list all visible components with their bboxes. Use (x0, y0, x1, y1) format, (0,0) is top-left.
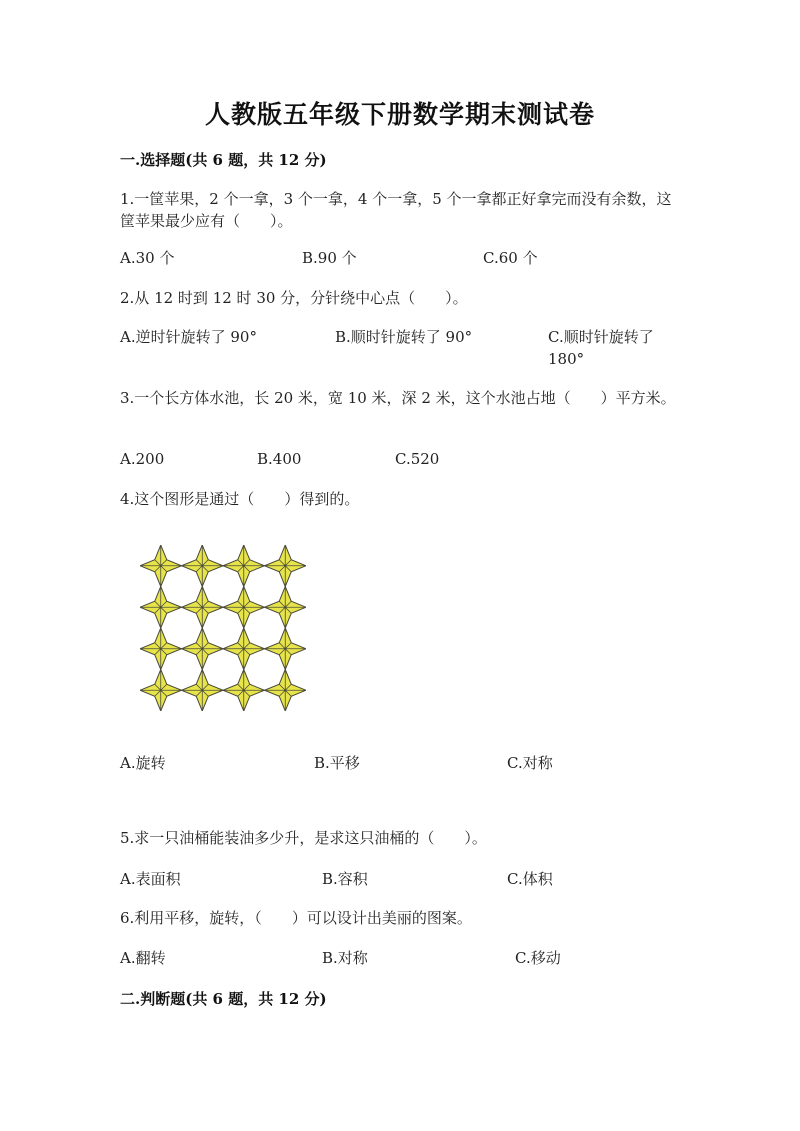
option-b[interactable]: B.顺时针旋转了 90° (335, 328, 473, 346)
question-2-options (120, 326, 680, 370)
option-c[interactable]: C.体积 (507, 870, 553, 888)
option-a[interactable]: A.翻转 (120, 949, 166, 967)
option-c[interactable]: C.60 个 (483, 249, 538, 267)
question-5-stem: 5.求一只油桶能装油多少升，是求这只油桶的（ ）。 (120, 829, 487, 847)
star-tile-fold-lines (140, 670, 182, 712)
option-a[interactable]: A.旋转 (120, 754, 166, 772)
option-b[interactable]: B.容积 (322, 870, 368, 888)
star-tile-fold-lines (265, 628, 307, 670)
star-tile-fold-lines (223, 587, 265, 629)
option-a[interactable]: A.逆时针旋转了 90° (120, 328, 257, 346)
option-b[interactable]: B.90 个 (302, 249, 357, 267)
star-tile-fold-lines (265, 587, 307, 629)
question-1-stem: 1.一筐苹果，2 个一拿，3 个一拿，4 个一拿，5 个一拿都正好拿完而没有余数，这筐苹果最少应有（ ）。 (120, 190, 672, 230)
star-tile-fold-lines (140, 587, 182, 629)
option-a[interactable]: A.30 个 (120, 249, 175, 267)
star-tile-fold-lines (223, 628, 265, 670)
star-tile-fold-lines (182, 628, 224, 670)
option-c[interactable]: C.对称 (507, 754, 553, 772)
question-4-stem: 4.这个图形是通过（ ）得到的。 (120, 490, 360, 508)
option-c[interactable]: C.移动 (515, 949, 561, 967)
question-6-stem: 6.利用平移，旋转，（ ）可以设计出美丽的图案。 (120, 909, 472, 927)
option-b[interactable]: B.对称 (322, 949, 368, 967)
question-2-stem: 2.从 12 时到 12 时 30 分，分针绕中心点（ ）。 (120, 289, 468, 307)
section-heading-true-false: 二.判断题(共 6 题，共 12 分) (120, 990, 327, 1008)
star-tile-fold-lines (182, 545, 224, 587)
star-tile-pattern-figure (140, 545, 306, 711)
star-tile-fold-lines (265, 670, 307, 712)
star-tile-fold-lines (265, 545, 307, 587)
option-c[interactable]: C.520 (395, 450, 440, 468)
section-heading-multiple-choice: 一.选择题(共 6 题，共 12 分) (120, 151, 327, 169)
star-tile-fold-lines (182, 670, 224, 712)
option-b[interactable]: B.平移 (314, 754, 360, 772)
star-tile-fold-lines (223, 545, 265, 587)
option-a[interactable]: A.表面积 (120, 870, 181, 888)
star-tile-fold-lines (223, 670, 265, 712)
star-tile-fold-lines (140, 628, 182, 670)
star-tile-fold-lines (182, 587, 224, 629)
question-3-stem: 3.一个长方体水池，长 20 米，宽 10 米，深 2 米，这个水池占地（ ）平方米。 (120, 389, 676, 407)
option-b[interactable]: B.400 (257, 450, 302, 468)
option-a[interactable]: A.200 (120, 450, 165, 468)
page-title: 人教版五年级下册数学期末测试卷 (204, 100, 595, 129)
option-c[interactable]: C.顺时针旋转了 180° (548, 328, 654, 368)
star-tile-fold-lines (140, 545, 182, 587)
